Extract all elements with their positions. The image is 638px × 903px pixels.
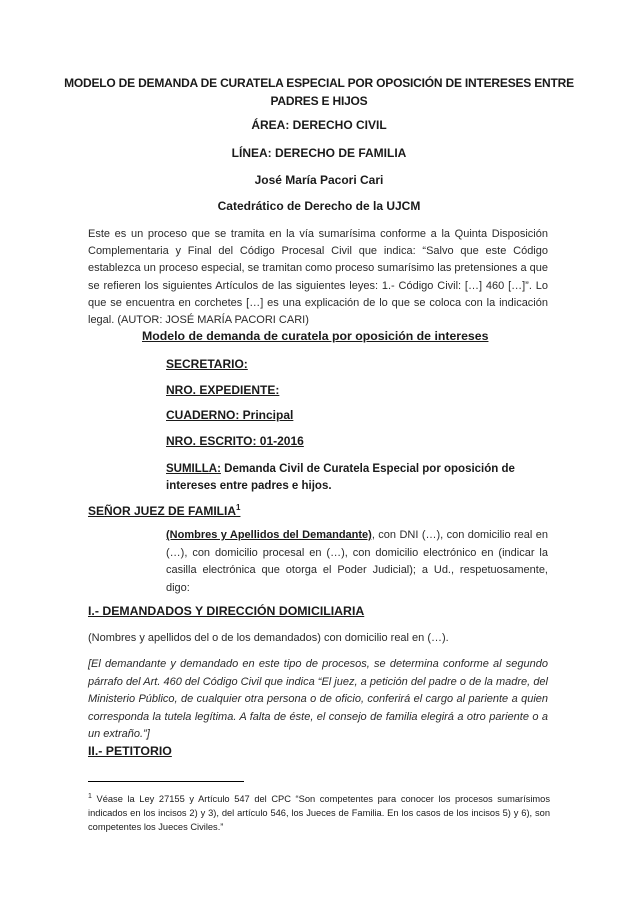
sumilla-label: SUMILLA: [166, 463, 221, 475]
section-1-note: [El demandante y demandado en este tipo de procesos, se determina conforme al segundo párrafo del Art. 460 del Código Civil que indica “El juez, a petición del padre o de la madre, del Ministerio Público, de cualquier otra persona o de oficio, conferirá el cargo al pariente a quien corresponda la tutela legítima. A falta de éste, el consejo de familia elegirá a otro pariente o a un extraño.”] [88, 658, 548, 741]
section-1-text: (Nombres y apellidos del o de los demandados) con domicilio real en (…). [88, 632, 449, 644]
author-role: Catedrático de Derecho de la UJCM [217, 199, 421, 213]
section-1-heading: I.- DEMANDADOS Y DIRECCIÓN DOMICILIARIA [88, 604, 365, 618]
secretario-label: SECRETARIO: [166, 357, 248, 371]
area-line: ÁREA: DERECHO CIVIL [251, 118, 387, 132]
model-heading: Modelo de demanda de curatela por oposición de intereses [142, 329, 489, 343]
footnote-ref: 1 [236, 503, 241, 512]
footnote-number: 1 [88, 793, 92, 800]
plaintiff-text: , con DNI (…), con domicilio real en (…), con domicilio procesal en (…), con domicilio electrónico en (indicar la casilla electrónica que otorga el Poder Judicial); a Ud., respetuosamente, digo: [166, 529, 548, 594]
sumilla-text: Demanda Civil de Curatela Especial por oposición de intereses entre padres e hijos. [166, 463, 515, 492]
expediente-label: NRO. EXPEDIENTE: [166, 383, 280, 397]
addressee [88, 503, 240, 518]
author-name: José María Pacori Cari [254, 173, 384, 187]
plaintiff-paragraph [166, 527, 548, 597]
section-2-heading: II.- PETITORIO [88, 744, 172, 758]
addressee-text: SEÑOR JUEZ DE FAMILIA [88, 504, 237, 518]
sumilla-block [166, 461, 551, 495]
intro-paragraph: Este es un proceso que se tramita en la vía sumarísima conforme a la Quinta Disposición Complementaria y Final del Código Procesal Civil que indica: “Salvo que este Código establezca un proceso especial, se tramitan como proceso sumarísimo las pretensiones a que se refieren los siguientes Artículos de las siguientes leyes: 1.- Código Civil: […] 460 […]”. Lo que se encuentra en corchetes […] es una explicación de lo que se coloca con la indicación legal. (AUTOR: JOSÉ MARÍA PACORI CARI) [88, 228, 548, 327]
footnote [88, 790, 550, 834]
plaintiff-name: (Nombres y Apellidos del Demandante) [166, 529, 372, 541]
footnote-text: Véase la Ley 27155 y Artículo 547 del CPC “Son competentes para conocer los procesos sumarísimos indicados en los incisos 2) y 3), del artículo 546, los Jueces de Familia. En los casos de los incisos 5) y 6), son competentes los Jueces Civiles.” [88, 794, 550, 833]
document-title: MODELO DE DEMANDA DE CURATELA ESPECIAL POR OPOSICIÓN DE INTERESES ENTRE PADRES E HIJOS [64, 76, 574, 108]
linea-line: LÍNEA: DERECHO DE FAMILIA [231, 146, 407, 160]
escrito-label: NRO. ESCRITO: 01-2016 [166, 434, 304, 448]
footnote-separator [88, 781, 244, 782]
cuaderno-label: CUADERNO: Principal [166, 408, 294, 422]
